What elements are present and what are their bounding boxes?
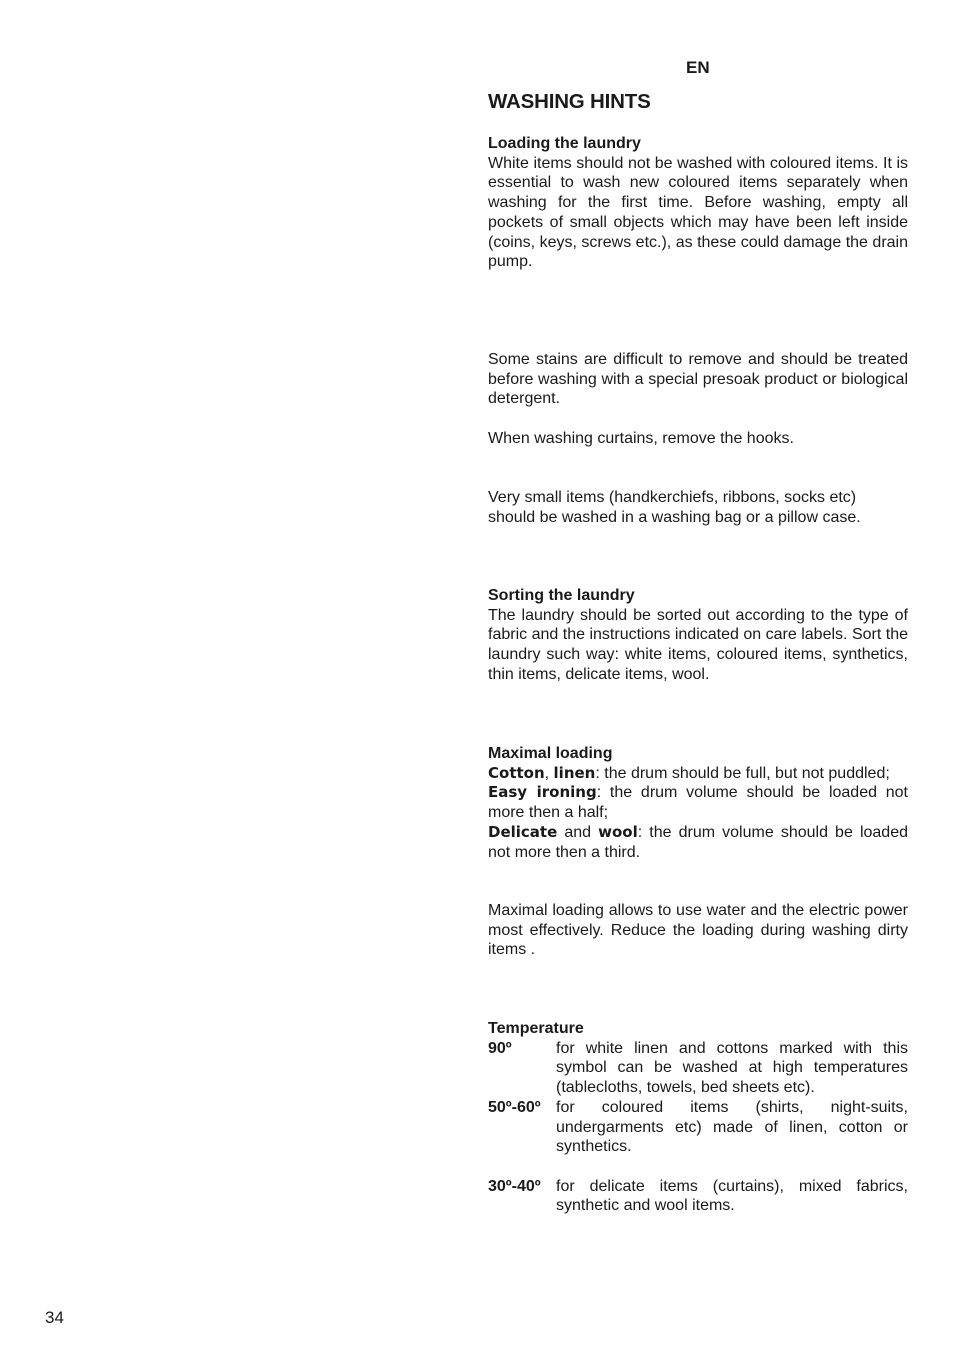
maximal-section <box>488 744 908 862</box>
maximal-heading: Maximal loading <box>488 745 613 762</box>
page-number: 34 <box>45 1308 64 1327</box>
delicate-keyword: Delicate <box>488 822 558 841</box>
temperature-label: 50º-60º <box>488 1098 541 1116</box>
cotton-linen-text: : the drum should be full, but not puddled; <box>595 764 890 782</box>
loading-heading: Loading the laundry <box>488 135 641 152</box>
cotton-keyword: Cotton <box>488 763 545 782</box>
linen-keyword: linen <box>553 763 596 782</box>
curtains-text: When washing curtains, remove the hooks. <box>488 430 794 447</box>
temperature-label: 30º-40º <box>488 1177 541 1195</box>
sorting-section <box>488 586 908 685</box>
comma-separator: , <box>544 764 554 782</box>
temperature-label: 90º <box>488 1039 512 1057</box>
sorting-text: The laundry should be sorted out according to the type of fabric and the instructions indicated on care labels. Sort the laundry such way: white items, coloured items, synthetics, thin items, delicate items, wool. <box>488 606 908 683</box>
delicate-wool-text: : the drum volume should be loaded not more then a third. <box>488 823 908 861</box>
temperature-row <box>488 1039 908 1098</box>
language-code: EN <box>686 58 710 77</box>
cotton-linen-rule <box>488 764 908 784</box>
small-items-line-1: Very small items (handkerchiefs, ribbons, socks etc) <box>488 489 857 506</box>
temperature-description: for coloured items (shirts, night-suits, undergarments etc) made of linen, cotton or synthetics. <box>556 1098 908 1156</box>
stains-section <box>488 350 908 409</box>
temperature-row <box>488 1177 908 1216</box>
curtains-section <box>488 429 908 449</box>
temperature-heading: Temperature <box>488 1020 584 1037</box>
small-items-section <box>488 488 908 527</box>
wool-keyword: wool <box>598 822 638 841</box>
temperature-description: for delicate items (curtains), mixed fabrics, synthetic and wool items. <box>556 1177 908 1215</box>
loading-section <box>488 134 908 272</box>
temperature-row <box>488 1098 908 1157</box>
temperature-description: for white linen and cottons marked with this symbol can be washed at high temperatures (tablecloths, towels, bed sheets etc). <box>556 1039 908 1097</box>
page-title: WASHING HINTS <box>488 90 651 113</box>
and-text: and <box>557 823 599 841</box>
maximal-note-section <box>488 901 908 960</box>
maximal-note: Maximal loading allows to use water and the electric power most effectively. Reduce the loading during washing dirty items . <box>488 902 908 959</box>
stains-text: Some stains are difficult to remove and should be treated before washing with a special presoak product or biological detergent. <box>488 351 908 408</box>
delicate-wool-rule <box>488 823 908 862</box>
temperature-section <box>488 1019 908 1216</box>
loading-text: White items should not be washed with coloured items. It is essential to wash new coloured items separately when washing for the first time. Before washing, empty all pockets of small objects which may have been left inside (coins, keys, screws etc.), as these could damage the drain pump. <box>488 154 908 271</box>
sorting-heading: Sorting the laundry <box>488 587 635 604</box>
easy-ironing-rule <box>488 783 908 822</box>
small-items-line-2: should be washed in a washing bag or a pillow case. <box>488 508 861 526</box>
easy-ironing-keyword: Easy ironing <box>488 783 597 802</box>
easy-ironing-text: : the drum volume should be loaded not more then a half; <box>488 784 908 822</box>
